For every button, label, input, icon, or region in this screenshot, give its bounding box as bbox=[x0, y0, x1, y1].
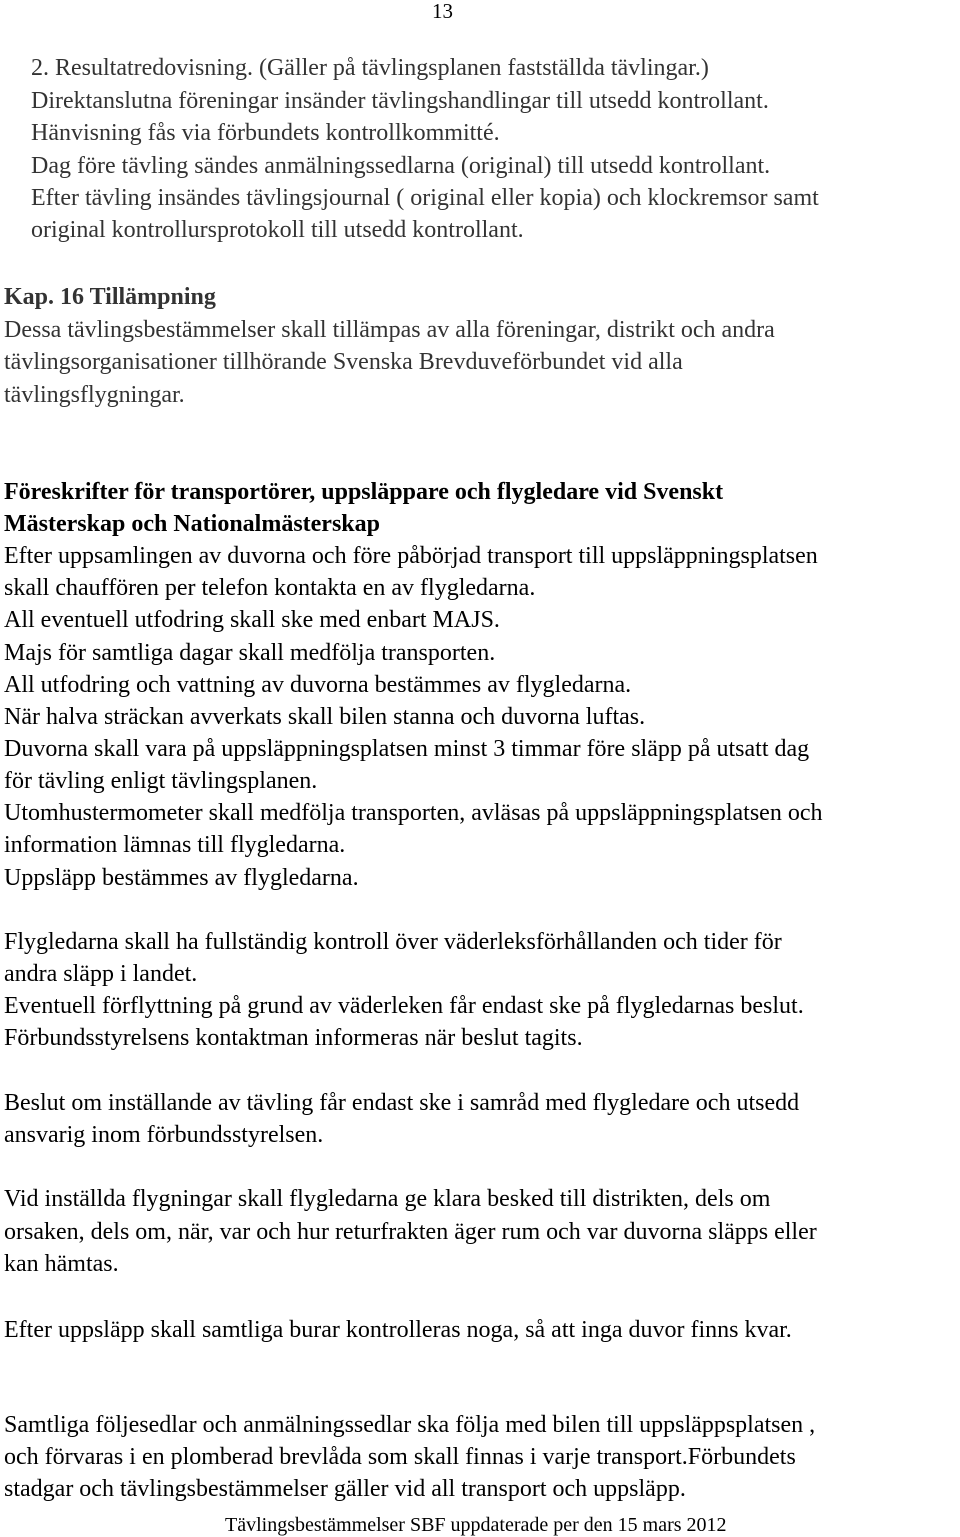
text-line: ansvarig inom förbundsstyrelsen. bbox=[4, 1122, 324, 1148]
text-line: Samtliga följesedlar och anmälningssedlar ska följa med bilen till uppsläppsplatsen , bbox=[4, 1412, 816, 1438]
text-line: och förvaras i en plomberad brevlåda som skall finnas i varje transport.Förbundets bbox=[4, 1444, 796, 1470]
text-line: stadgar och tävlingsbestämmelser gäller vid all transport och uppsläpp. bbox=[4, 1476, 686, 1502]
text-line: tävlingsorganisationer tillhörande Svenska Brevduveförbundet vid alla bbox=[4, 349, 683, 375]
text-line: skall chauffören per telefon kontakta en av flygledarna. bbox=[4, 575, 536, 601]
text-line: orsaken, dels om, när, var och hur returfrakten äger rum och var duvorna släpps eller bbox=[4, 1219, 817, 1245]
text-line: All eventuell utfodring skall ske med enbart MAJS. bbox=[4, 607, 500, 633]
text-line: Uppsläpp bestämmes av flygledarna. bbox=[4, 865, 359, 891]
text-line: Beslut om inställande av tävling får endast ske i samråd med flygledare och utsedd bbox=[4, 1090, 800, 1116]
text-line: Flygledarna skall ha fullständig kontroll över väderleksförhållanden och tider för bbox=[4, 929, 782, 955]
section-heading: Mästerskap och Nationalmästerskap bbox=[4, 511, 380, 537]
chapter-heading: Kap. 16 Tillämpning bbox=[4, 284, 216, 310]
text-line: Efter uppsamlingen av duvorna och före påbörjad transport till uppsläppningsplatsen bbox=[4, 543, 818, 569]
text-line: Efter uppsläpp skall samtliga burar kontrolleras noga, så att inga duvor finns kvar. bbox=[4, 1317, 792, 1343]
text-line: All utfodring och vattning av duvorna bestämmes av flygledarna. bbox=[4, 672, 632, 698]
text-line: Hänvisning fås via förbundets kontrollkommitté. bbox=[31, 120, 500, 146]
text-line: Vid inställda flygningar skall flygledarna ge klara besked till distrikten, dels om bbox=[4, 1186, 771, 1212]
text-line: Dessa tävlingsbestämmelser skall tillämpas av alla föreningar, distrikt och andra bbox=[4, 317, 775, 343]
text-line: Majs för samtliga dagar skall medfölja transporten. bbox=[4, 640, 496, 666]
text-line: Utomhustermometer skall medfölja transporten, avläsas på uppsläppningsplatsen och bbox=[4, 800, 823, 826]
text-line: Dag före tävling sändes anmälningssedlarna (original) till utsedd kontrollant. bbox=[31, 153, 771, 179]
section-heading: Föreskrifter för transportörer, uppsläppare och flygledare vid Svenskt bbox=[4, 479, 724, 505]
text-line: Direktanslutna föreningar insänder tävlingshandlingar till utsedd kontrollant. bbox=[31, 88, 769, 114]
text-line: Efter tävling insändes tävlingsjournal ( original eller kopia) och klockremsor samt bbox=[31, 185, 819, 211]
text-line: 2. Resultatredovisning. (Gäller på tävlingsplanen fastställda tävlingar.) bbox=[31, 55, 709, 81]
text-line: för tävling enligt tävlingsplanen. bbox=[4, 768, 318, 794]
text-line: Förbundsstyrelsens kontaktman informeras när beslut tagits. bbox=[4, 1025, 583, 1051]
text-line: original kontrollursprotokoll till utsedd kontrollant. bbox=[31, 217, 524, 243]
text-line: Eventuell förflyttning på grund av väderleken får endast ske på flygledarnas beslut. bbox=[4, 993, 804, 1019]
text-line: När halva sträckan avverkats skall bilen stanna och duvorna luftas. bbox=[4, 704, 646, 730]
text-line: kan hämtas. bbox=[4, 1251, 119, 1277]
page-number: 13 bbox=[432, 0, 453, 23]
text-line: tävlingsflygningar. bbox=[4, 382, 185, 408]
text-line: andra släpp i landet. bbox=[4, 961, 198, 987]
text-line: information lämnas till flygledarna. bbox=[4, 832, 346, 858]
page-footer: Tävlingsbestämmelser SBF uppdaterade per den 15 mars 2012 bbox=[225, 1514, 727, 1536]
text-line: Duvorna skall vara på uppsläppningsplatsen minst 3 timmar före släpp på utsatt dag bbox=[4, 736, 810, 762]
